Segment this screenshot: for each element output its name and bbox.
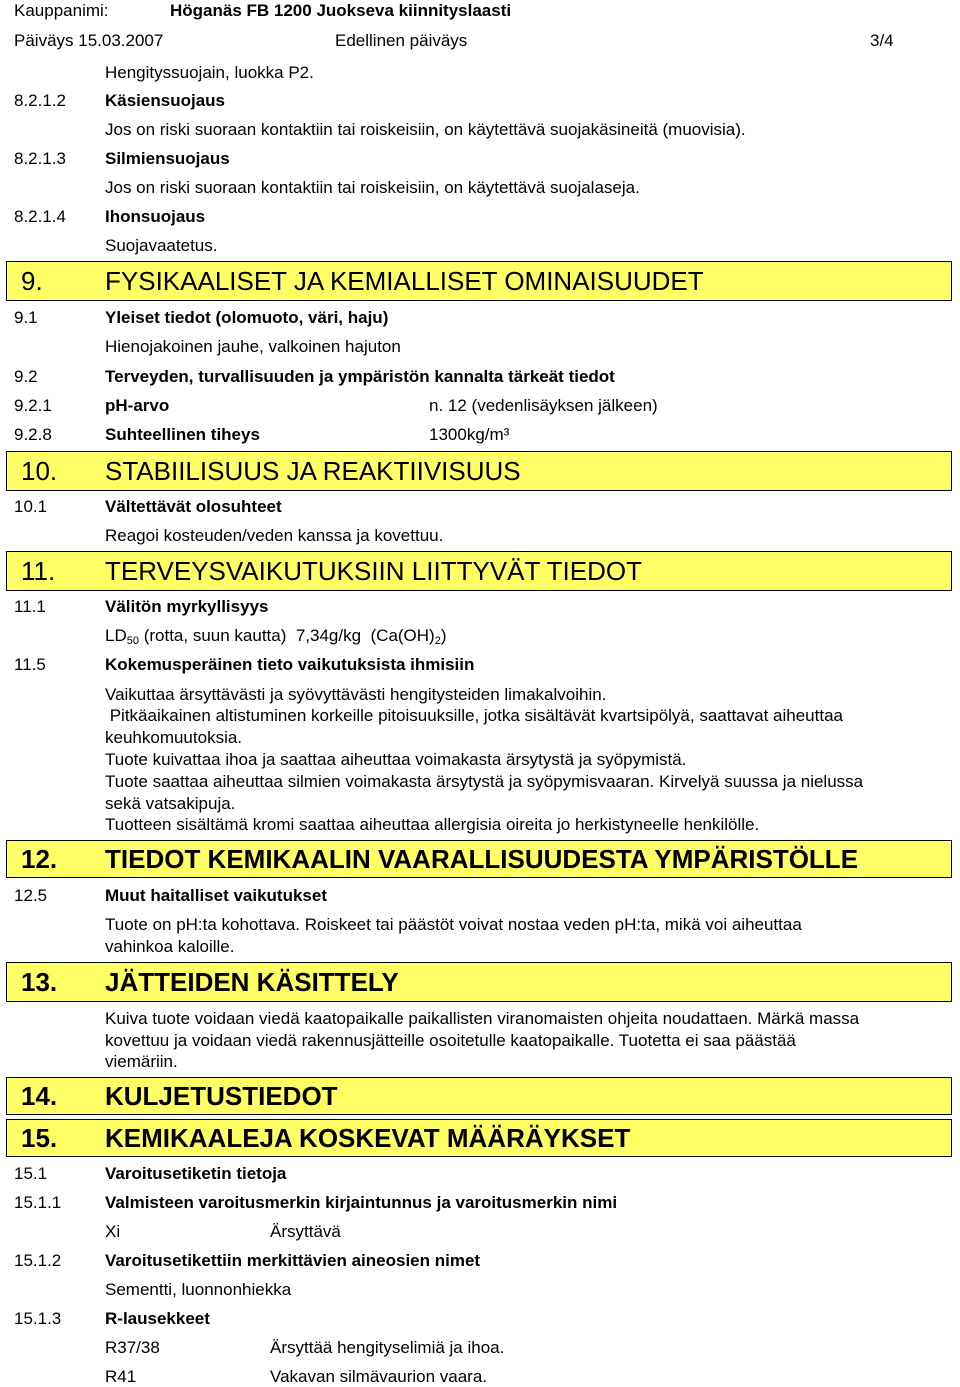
section-12-title: TIEDOT KEMIKAALIN VAARALLISUUDESTA YMPÄRISTÖLLE	[105, 844, 859, 874]
disposal-line-2: kovettuu ja voidaan viedä rakennusjätteille osoitetulle kaatopaikalle. Tuotetta ei saa päästää	[105, 1031, 796, 1050]
experience-line-2: Pitkäaikainen altistuminen korkeille pitoisuuksille, jotka sisältävät kvartsipölyä, saattavat aiheuttaa	[105, 706, 843, 725]
conditions-avoid-text: Reagoi kosteuden/veden kanssa ja kovettuu.	[105, 526, 444, 545]
section-14-heading	[6, 1077, 952, 1115]
experience-number: 11.5	[14, 655, 46, 674]
experience-line-1: Vaikuttaa ärsyttävästi ja syövyttävästi hengitysteiden limakalvoihin.	[105, 685, 607, 704]
experience-line-4: Tuote kuivattaa ihoa ja saattaa aiheuttaa voimakasta ärsytystä ja syöpymistä.	[105, 750, 687, 769]
label-info-number: 15.1	[14, 1164, 48, 1183]
section-12-heading	[6, 840, 952, 878]
ld50-value	[105, 626, 447, 646]
section-13-heading	[6, 962, 952, 1002]
section-10-number: 10.	[21, 456, 58, 486]
other-effects-line-2: vahinkoa kaloille.	[105, 937, 235, 956]
experience-line-5: Tuote saattaa aiheuttaa silmien voimakasta ärsytystä ja syöpymisvaaran. Kirvelyä suussa ja nielussa	[105, 772, 864, 791]
conditions-avoid-number: 10.1	[14, 497, 48, 516]
conditions-avoid-title: Vältettävät olosuhteet	[105, 497, 282, 516]
hand-protection-number: 8.2.1.2	[14, 91, 66, 110]
skin-protection-text: Suojavaatetus.	[105, 236, 218, 255]
density-number: 9.2.8	[14, 425, 52, 444]
section-12-number: 12.	[21, 844, 58, 874]
section-13-number: 13.	[21, 967, 58, 997]
disposal-line-1: Kuiva tuote voidaan viedä kaatopaikalle paikallisten viranomaisten ohjeita noudattaen. Märkä massa	[105, 1009, 860, 1028]
r-phrase-2-text: Vakavan silmävaurion vaara.	[270, 1367, 488, 1386]
hazard-symbol-number: 15.1.1	[14, 1193, 62, 1212]
other-effects-number: 12.5	[14, 886, 48, 905]
section-14-title: KULJETUSTIEDOT	[105, 1081, 338, 1111]
hazard-symbol-title: Valmisteen varoitusmerkin kirjaintunnus ja varoitusmerkin nimi	[105, 1193, 618, 1212]
section-14-number: 14.	[21, 1081, 58, 1111]
ld-prefix: LD	[105, 626, 127, 645]
section-15-number: 15.	[21, 1123, 58, 1153]
density-value: 1300kg/m³	[429, 425, 510, 444]
section-10-title: STABIILISUUS JA REAKTIIVISUUS	[105, 456, 521, 486]
label-info-title: Varoitusetiketin tietoja	[105, 1164, 287, 1183]
section-15-heading	[6, 1119, 952, 1157]
density-label: Suhteellinen tiheys	[105, 425, 260, 444]
hand-protection-text: Jos on riski suoraan kontaktiin tai roiskeisiin, on käytettävä suojakäsineitä (muovisia).	[105, 120, 746, 139]
ld-end: )	[440, 626, 447, 645]
experience-title: Kokemusperäinen tieto vaikutuksista ihmisiin	[105, 655, 475, 674]
ld-subscript-2: 2	[434, 635, 441, 647]
ph-number: 9.2.1	[14, 396, 52, 415]
section-13-title: JÄTTEIDEN KÄSITTELY	[105, 967, 399, 997]
product-name: Höganäs FB 1200 Juokseva kiinnityslaasti	[170, 1, 512, 20]
section-15-title: KEMIKAALEJA KOSKEVAT MÄÄRÄYKSET	[105, 1123, 631, 1153]
eye-protection-title: Silmiensuojaus	[105, 149, 230, 168]
r-phrases-title: R-lausekkeet	[105, 1309, 210, 1328]
health-info-number: 9.2	[14, 367, 38, 386]
substances-text: Sementti, luonnonhiekka	[105, 1280, 292, 1299]
skin-protection-number: 8.2.1.4	[14, 207, 66, 226]
previous-date-label: Edellinen päiväys	[335, 31, 468, 50]
r-phrase-2-code: R41	[105, 1367, 137, 1386]
experience-line-3: keuhkomuutoksia.	[105, 728, 243, 747]
section-9-title: FYSIKAALISET JA KEMIALLISET OMINAISUUDET	[105, 266, 704, 296]
other-effects-line-1: Tuote on pH:ta kohottava. Roiskeet tai päästöt voivat nostaa veden pH:ta, mikä voi aiheuttaa	[105, 915, 802, 934]
substances-number: 15.1.2	[14, 1251, 62, 1270]
trade-name-label: Kauppanimi:	[14, 1, 109, 20]
general-info-text: Hienojakoinen jauhe, valkoinen hajuton	[105, 337, 401, 356]
section-11-heading	[6, 551, 952, 591]
acute-toxicity-title: Välitön myrkyllisyys	[105, 597, 269, 616]
respirator-text: Hengityssuojain, luokka P2.	[105, 63, 314, 82]
page-number: 3/4	[870, 31, 894, 50]
disposal-line-3: viemäriin.	[105, 1052, 178, 1071]
section-11-title: TERVEYSVAIKUTUKSIIN LIITTYVÄT TIEDOT	[105, 556, 642, 586]
ph-label: pH-arvo	[105, 396, 170, 415]
skin-protection-title: Ihonsuojaus	[105, 207, 206, 226]
r-phrase-1-code: R37/38	[105, 1338, 160, 1357]
other-effects-title: Muut haitalliset vaikutukset	[105, 886, 327, 905]
experience-line-6: sekä vatsakipuja.	[105, 794, 236, 813]
ld-middle: (rotta, suun kautta) 7,34g/kg (Ca(OH)	[138, 626, 435, 645]
hand-protection-title: Käsiensuojaus	[105, 91, 225, 110]
eye-protection-number: 8.2.1.3	[14, 149, 66, 168]
section-9-heading	[6, 261, 952, 301]
general-info-title: Yleiset tiedot (olomuoto, väri, haju)	[105, 308, 389, 327]
substances-title: Varoitusetikettiin merkittävien aineosien nimet	[105, 1251, 481, 1270]
ph-value: n. 12 (vedenlisäyksen jälkeen)	[429, 396, 658, 415]
section-11-number: 11.	[21, 556, 56, 586]
date-label: Päiväys 15.03.2007	[14, 31, 164, 50]
general-info-number: 9.1	[14, 308, 38, 327]
eye-protection-text: Jos on riski suoraan kontaktiin tai roiskeisiin, on käytettävä suojalaseja.	[105, 178, 640, 197]
r-phrases-number: 15.1.3	[14, 1309, 62, 1328]
acute-toxicity-number: 11.1	[14, 597, 46, 616]
hazard-symbol-code: Xi	[105, 1222, 121, 1241]
health-info-title: Terveyden, turvallisuuden ja ympäristön kannalta tärkeät tiedot	[105, 367, 615, 386]
section-9-number: 9.	[21, 266, 43, 296]
section-10-heading	[6, 451, 952, 491]
r-phrase-1-text: Ärsyttää hengityselimiä ja ihoa.	[270, 1338, 505, 1357]
hazard-symbol-name: Ärsyttävä	[270, 1222, 341, 1241]
ld-subscript: 50	[126, 635, 139, 647]
experience-line-7: Tuotteen sisältämä kromi saattaa aiheuttaa allergisia oireita jo herkistyneelle henkilölle.	[105, 815, 760, 834]
